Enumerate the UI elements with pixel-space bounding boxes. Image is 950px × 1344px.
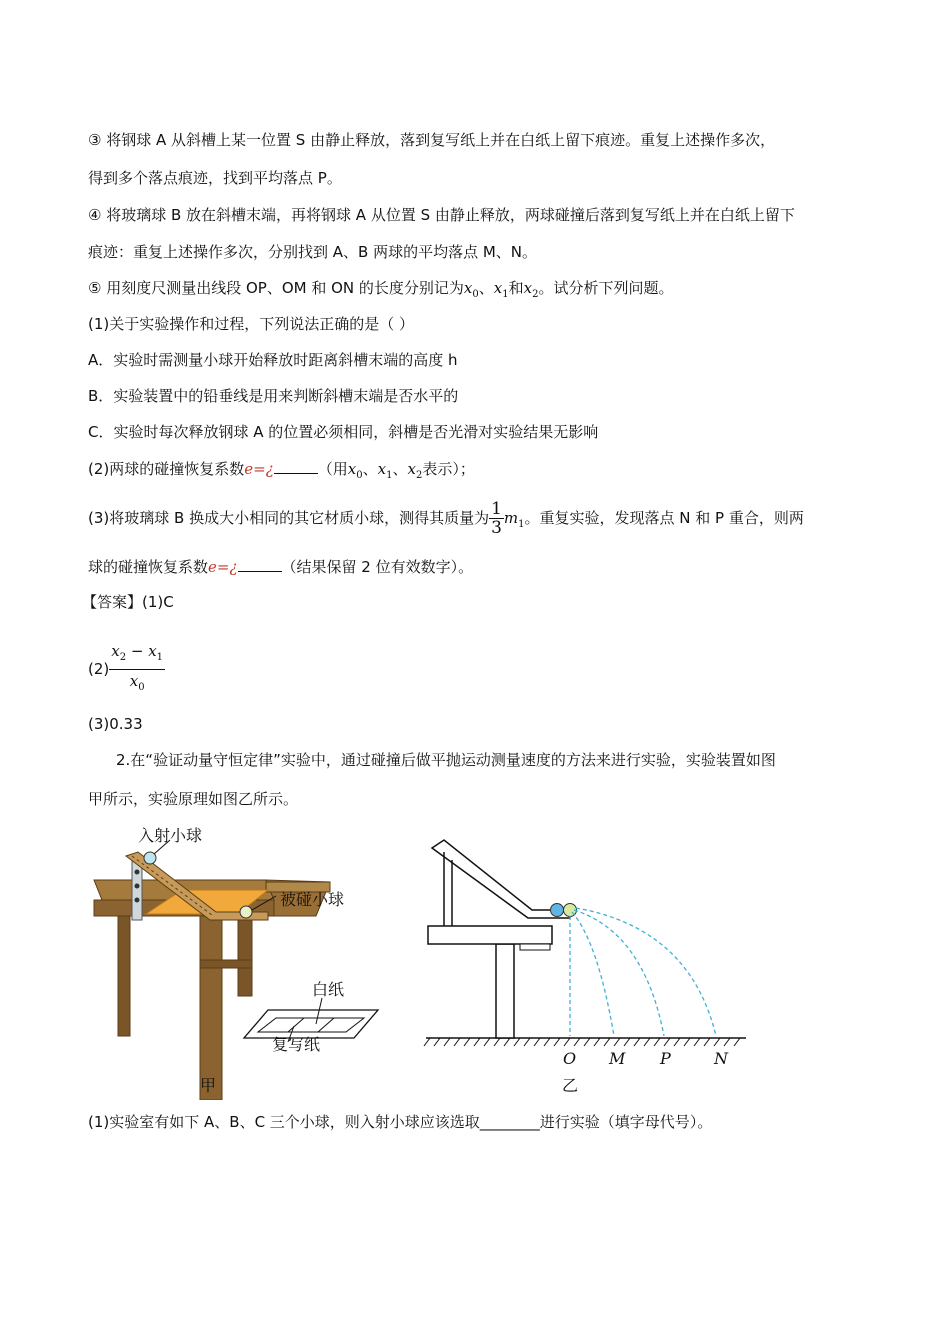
- step5-line: ⑤ 用刻度尺测量出线段 OP、OM 和 ON 的长度分别记为$x_0$、$x_1$和$x_2$。试分析下列问题。: [88, 279, 674, 300]
- q2-line: (2)两球的碰撞恢复系数e=¿ （用$x_0$、$x_1$、$x_2$表示）；: [88, 460, 475, 481]
- q2-blank[interactable]: [274, 458, 318, 474]
- table-leg: [118, 916, 130, 1036]
- q1-stem: (1)关于实验操作和过程，下列说法正确的是（ ）: [88, 315, 415, 333]
- tabletop: [428, 926, 552, 944]
- caption-yi: 乙: [562, 1076, 579, 1095]
- label-carbon-paper: 复写纸: [272, 1035, 321, 1054]
- step5-text-b: 。试分析下列问题。: [538, 279, 674, 297]
- step5-text-a: ⑤ 用刻度尺测量出线段 OP、OM 和 ON 的长度分别记为: [88, 279, 464, 297]
- label-white-paper: 白纸: [312, 980, 345, 999]
- q2-text-c: 表示）；: [422, 460, 475, 478]
- answer-label: 【答案】(1)C: [82, 593, 174, 611]
- step4-line1: ④ 将玻璃球 B 放在斜槽末端，再将钢球 A 从位置 S 由静止释放，两球碰撞后落到复写纸上并在白纸上留下: [88, 206, 795, 224]
- figure-yi-principle: [420, 832, 760, 1062]
- answer-2: (2) $\frac{x_2 - x_1}{x_0}$: [88, 640, 165, 699]
- problem2-line2: 甲所示，实验原理如图乙所示。: [88, 790, 299, 808]
- q3-line2: [88, 556, 473, 577]
- chute-stand: [132, 860, 142, 920]
- q2-expr: e=¿: [244, 460, 274, 478]
- point-n: N: [714, 1049, 728, 1068]
- trajectory-P: [574, 910, 664, 1036]
- answer-3: (3)0.33: [88, 715, 143, 733]
- incident-ball: [551, 904, 564, 917]
- q1-option-a: A．实验时需测量小球开始释放时距离斜槽末端的高度 h: [88, 351, 458, 369]
- point-m: M: [609, 1049, 626, 1068]
- stand-post: [496, 944, 514, 1038]
- q3-line1: (3)将玻璃球 B 换成大小相同的其它材质小球，测得其质量为 $\frac{1}{3}$ $m_1$。重复实验，发现落点 N 和 P 重合，则两: [88, 499, 804, 538]
- label-incident-ball: 入射小球: [138, 826, 203, 845]
- q3-text-c: 球的碰撞恢复系数: [88, 558, 209, 576]
- point-p: P: [660, 1049, 671, 1068]
- q3-text-d: （结果保留 2 位有效数字）。: [281, 558, 474, 576]
- step3-line1: ③ 将钢球 A 从斜槽上某一位置 S 由静止释放，落到复写纸上并在白纸上留下痕迹。重复上述操作多次，: [88, 131, 776, 149]
- answer-2-prefix: (2): [88, 660, 110, 678]
- q3-text-b: 。重复实验，发现落点 N 和 P 重合，则两: [524, 509, 804, 527]
- q2-text-b: （用: [317, 460, 348, 478]
- trajectory-M: [572, 912, 614, 1036]
- q3-blank[interactable]: [238, 556, 282, 572]
- problem2-q1: (1)实验室有如下 A、B、C 三个小球，则入射小球应该选取________进行实验（填字母代号）。: [88, 1113, 713, 1131]
- problem2-line1: 2.在“验证动量守恒定律”实验中，通过碰撞后做平抛运动测量速度的方法来进行实验，实验装置如图: [116, 751, 776, 769]
- q2-text-a: (2)两球的碰撞恢复系数: [88, 460, 245, 478]
- q1-option-c: C．实验时每次释放钢球 A 的位置必须相同，斜槽是否光滑对实验结果无影响: [88, 423, 599, 441]
- figure-jia-apparatus: [88, 820, 388, 1100]
- point-o: O: [563, 1049, 577, 1068]
- step3-line2: 得到多个落点痕迹，找到平均落点 P。: [88, 169, 342, 187]
- target-ball: [240, 906, 252, 918]
- q3-expr: e=¿: [208, 558, 238, 576]
- label-target-ball: 被碰小球: [280, 890, 345, 909]
- caption-jia: 甲: [200, 1076, 217, 1095]
- step4-line2: 痕迹：重复上述操作多次，分别找到 A、B 两球的平均落点 M、N。: [88, 243, 538, 261]
- q3-text-a: (3)将玻璃球 B 换成大小相同的其它材质小球，测得其质量为: [88, 509, 490, 527]
- trajectory-N: [576, 908, 716, 1036]
- q1-option-b: B．实验装置中的铅垂线是用来判断斜槽末端是否水平的: [88, 387, 459, 405]
